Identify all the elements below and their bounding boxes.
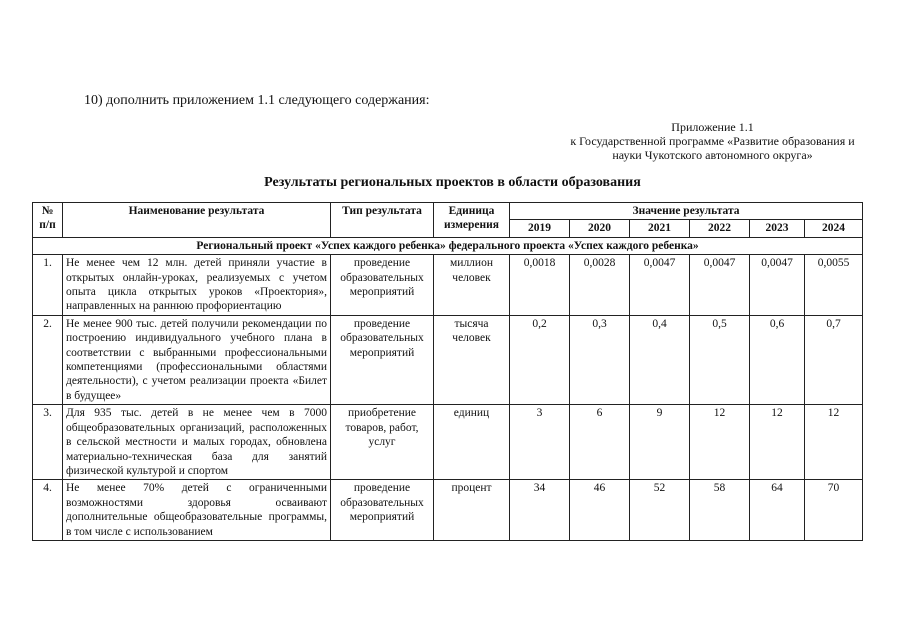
header-year: 2019 [510,220,570,237]
header-row [33,203,863,220]
row-value-2024: 12 [805,405,863,480]
row-value-2022: 58 [690,480,750,541]
header-name: Наименование результата [63,203,331,238]
header-year: 2020 [570,220,630,237]
row-value-2019: 34 [510,480,570,541]
row-name: Не менее чем 12 млн. детей приняли участие в открытых онлайн-уроках, реализуемых с учетом опыта цикла открытых уроков «Проектория», направленных на раннюю профориентацию [63,255,331,316]
table-row [33,405,863,480]
header-value-group: Значение результата [510,203,863,220]
row-unit: миллион человек [434,255,510,316]
row-value-2022: 0,5 [690,315,750,404]
table-row [33,315,863,404]
intro-text: 10) дополнить приложением 1.1 следующего содержания: [84,93,430,108]
row-value-2022: 12 [690,405,750,480]
header-year: 2021 [630,220,690,237]
header-type: Тип результата [331,203,434,238]
header-unit: Единица измерения [434,203,510,238]
row-value-2023: 0,6 [750,315,805,404]
header-year: 2022 [690,220,750,237]
row-num: 2. [33,315,63,404]
row-value-2020: 6 [570,405,630,480]
row-value-2023: 12 [750,405,805,480]
row-num: 4. [33,480,63,541]
row-value-2020: 0,0028 [570,255,630,316]
row-type: проведение образовательных мероприятий [331,315,434,404]
row-type: проведение образовательных мероприятий [331,255,434,316]
row-unit: единиц [434,405,510,480]
header-num: № п/п [33,203,63,238]
header-year: 2023 [750,220,805,237]
section-title: Региональный проект «Успех каждого ребенка» федерального проекта «Успех каждого ребенка» [33,237,863,254]
row-num: 3. [33,405,63,480]
row-type: проведение образовательных мероприятий [331,480,434,541]
row-value-2021: 52 [630,480,690,541]
row-value-2019: 0,2 [510,315,570,404]
row-value-2023: 64 [750,480,805,541]
row-value-2021: 9 [630,405,690,480]
row-value-2021: 0,0047 [630,255,690,316]
row-value-2024: 70 [805,480,863,541]
row-unit: тысяча человек [434,315,510,404]
table-row [33,255,863,316]
header-year: 2024 [805,220,863,237]
document-title: Результаты региональных проектов в области образования [264,175,641,190]
row-value-2024: 0,0055 [805,255,863,316]
row-num: 1. [33,255,63,316]
row-value-2023: 0,0047 [750,255,805,316]
row-value-2020: 46 [570,480,630,541]
row-name: Для 935 тыс. детей в не менее чем в 7000 общеобразовательных организаций, расположенных в сельской местности и малых городах, обновлена материально-техническая база для занятий физической культурой и спортом [63,405,331,480]
appendix-line-1: Приложение 1.1 [671,120,754,134]
row-value-2022: 0,0047 [690,255,750,316]
row-name: Не менее 900 тыс. детей получили рекомендации по построению индивидуального учебного плана в соответствии с выбранными профессиональными компетенциями (профессиональными областями деятельности), с учетом реализации проекта «Билет в будущее» [63,315,331,404]
appendix-caption [540,120,885,162]
results-table [32,202,863,541]
row-value-2019: 3 [510,405,570,480]
section-row [33,237,863,254]
row-type: приобретение товаров, работ, услуг [331,405,434,480]
appendix-line-3: науки Чукотского автономного округа» [612,148,813,162]
row-value-2021: 0,4 [630,315,690,404]
row-value-2024: 0,7 [805,315,863,404]
row-value-2020: 0,3 [570,315,630,404]
row-unit: процент [434,480,510,541]
row-name: Не менее 70% детей с ограниченными возможностями здоровья осваивают дополнительные общеобразовательные программы, в том числе с использованием [63,480,331,541]
table-row [33,480,863,541]
row-value-2019: 0,0018 [510,255,570,316]
appendix-line-2: к Государственной программе «Развитие образования и [570,134,855,148]
